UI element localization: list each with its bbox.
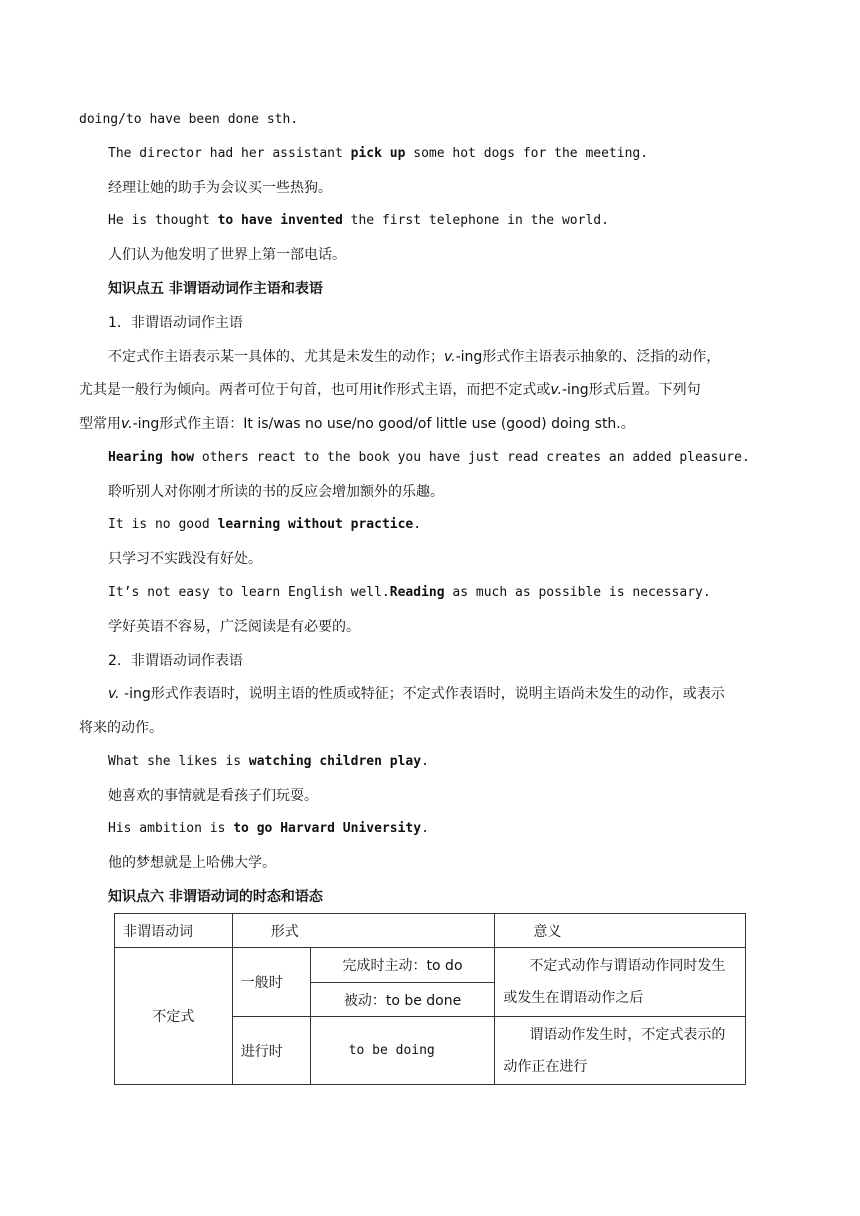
text-span: It’s not easy to learn English well. <box>108 585 390 600</box>
form-cell <box>310 983 495 1017</box>
section-heading <box>108 887 785 907</box>
bold-phrase: to go Harvard University <box>233 821 422 836</box>
tense-voice-table <box>114 913 746 1085</box>
row-label-cell <box>115 948 233 1085</box>
bold-phrase: to have invented <box>217 213 343 228</box>
header-cell <box>115 914 233 948</box>
example-sentence <box>108 211 785 231</box>
subsection-heading <box>108 313 785 333</box>
text-span: 她喜欢的事情就是看孩子们玩耍。 <box>108 788 318 804</box>
text-span: as much as possible is necessary. <box>444 585 711 600</box>
paragraph-line <box>79 380 785 400</box>
text-span: doing/to have been done sth. <box>79 112 299 127</box>
cell-text: 完成时主动：to do <box>342 958 463 974</box>
text-span: 2．非谓语动词作表语 <box>108 653 243 669</box>
italic-v: v. <box>121 416 133 432</box>
section-heading <box>108 279 785 299</box>
text-span: some hot dogs for the meeting. <box>405 146 649 161</box>
italic-v: v. <box>444 349 456 365</box>
text-span: . <box>413 517 422 532</box>
subsection-heading <box>108 651 785 671</box>
example-sentence <box>108 752 785 772</box>
text-span: 人们认为他发明了世界上第一部电话。 <box>108 247 346 263</box>
header-cell <box>232 914 495 948</box>
example-sentence <box>108 583 785 603</box>
italic-v: v. <box>550 382 562 398</box>
translation <box>108 549 785 569</box>
translation <box>108 245 785 265</box>
bold-phrase: pick up <box>350 146 406 161</box>
header-text: 非谓语动词 <box>123 923 193 940</box>
cell-text: to be doing <box>348 1043 435 1058</box>
paragraph-line <box>108 684 785 704</box>
bold-phrase: learning without practice <box>217 517 414 532</box>
text-span: -ing形式作主语表示抽象的、泛指的动作， <box>455 349 721 365</box>
tense-label-cell <box>232 948 310 1017</box>
text-span: 不定式作主语表示某一具体的、尤其是未发生的动作； <box>108 349 444 365</box>
bold-phrase: Hearing how <box>108 450 195 465</box>
example-sentence <box>108 819 785 839</box>
cell-text: 一般时 <box>240 975 283 991</box>
text-span: The director had her assistant <box>108 146 351 161</box>
text-span: 聆听别人对你刚才所读的书的反应会增加额外的乐趣。 <box>108 484 444 500</box>
cell-text: 不定式 <box>152 1009 195 1025</box>
text-span: -ing形式作表语时，说明主语的性质或特征；不定式作表语时，说明主语尚未发生的动作，或表示 <box>119 686 725 702</box>
header-text: 意义 <box>533 923 562 940</box>
example-sentence <box>108 448 785 468</box>
paragraph-line <box>108 347 785 367</box>
example-sentence <box>108 144 785 164</box>
italic-v: v. <box>108 686 120 702</box>
translation <box>108 853 785 873</box>
translation <box>108 178 785 198</box>
example-sentence <box>108 515 785 535</box>
cell-text: 进行时 <box>240 1043 283 1060</box>
paragraph-line <box>79 414 785 434</box>
text-span: 学好英语不容易，广泛阅读是有必要的。 <box>108 619 360 635</box>
tense-label-cell <box>232 1017 310 1085</box>
text-span: -ing形式作主语：It is/was no use/no good/of little use (good) doing sth.。 <box>132 416 635 432</box>
text-span: It is no good <box>108 517 218 532</box>
text-span: He is thought <box>108 213 218 228</box>
cell-text: 被动：to be done <box>343 992 462 1009</box>
text-span: the first telephone in the world. <box>342 213 609 228</box>
table-row <box>115 948 746 983</box>
text-line <box>79 110 785 130</box>
paragraph-line <box>79 718 785 738</box>
cell-text: 谓语动作发生时，不定式表示的动作正在进行 <box>503 1026 726 1075</box>
translation <box>108 482 785 502</box>
meaning-cell <box>495 948 746 1017</box>
translation <box>108 617 785 637</box>
text-span: . <box>421 754 429 769</box>
text-span: 经理让她的助手为会议买一些热狗。 <box>108 180 332 196</box>
text-span: 只学习不实践没有好处。 <box>108 551 262 567</box>
text-span: others react to the book you have just read creates an added pleasure. <box>194 450 750 465</box>
text-span: 1．非谓语动词作主语 <box>108 315 243 331</box>
text-span: His ambition is <box>108 821 234 836</box>
text-span: 他的梦想就是上哈佛大学。 <box>108 855 276 871</box>
text-span: 将来的动作。 <box>79 720 163 736</box>
text-span: 尤其是一般行为倾向。两者可位于句首，也可用it作形式主语，而把不定式或 <box>79 382 551 398</box>
header-text: 形式 <box>270 923 299 940</box>
text-span: 型常用 <box>79 416 121 432</box>
header-cell <box>495 914 746 948</box>
translation <box>108 786 785 806</box>
heading-text: 知识点五 非谓语动词作主语和表语 <box>108 281 323 297</box>
meaning-cell <box>495 1017 746 1085</box>
table-header-row <box>115 914 746 948</box>
form-cell <box>310 1017 495 1085</box>
text-span: What she likes is <box>108 754 249 769</box>
cell-text: 不定式动作与谓语动作同时发生或发生在谓语动作之后 <box>503 958 726 1006</box>
text-span: . <box>421 821 429 836</box>
text-span: -ing形式后置。下列句 <box>561 382 701 398</box>
form-cell <box>310 948 495 983</box>
bold-phrase: Reading <box>389 585 445 600</box>
bold-phrase: watching children play <box>248 754 422 769</box>
heading-text: 知识点六 非谓语动词的时态和语态 <box>108 889 323 905</box>
